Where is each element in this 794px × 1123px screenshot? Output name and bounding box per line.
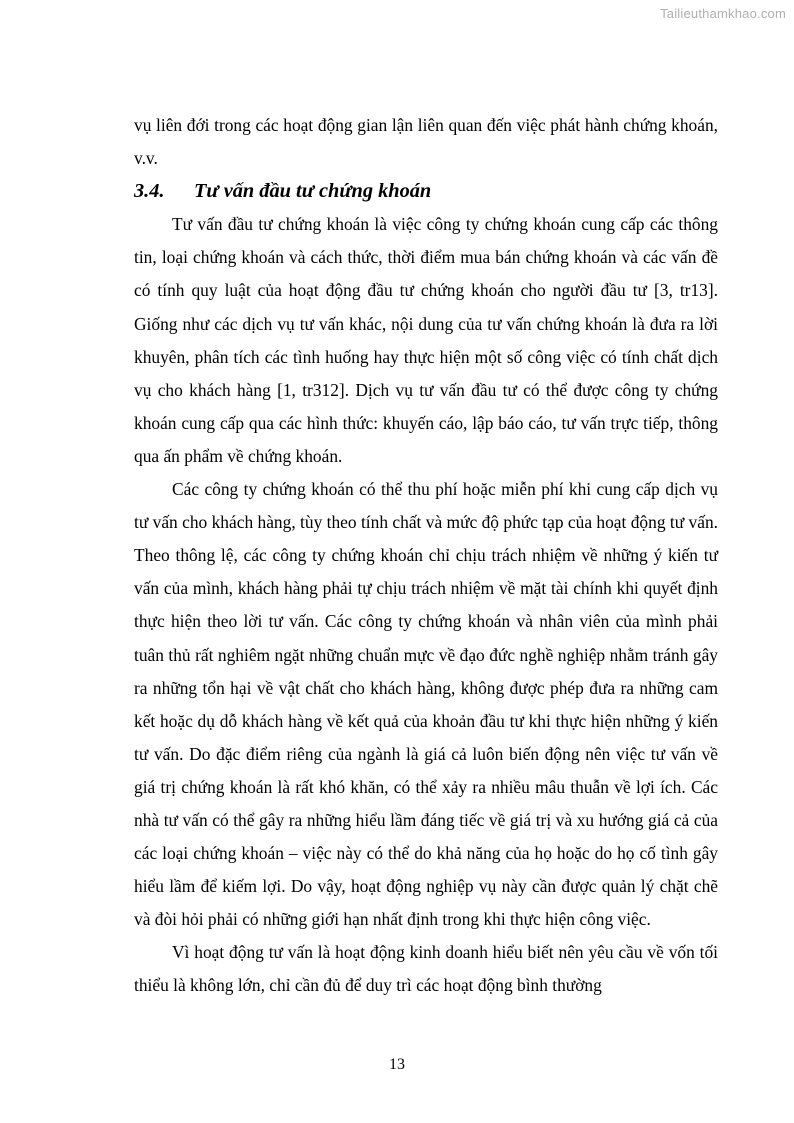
document-body — [134, 109, 718, 1003]
paragraph: Vì hoạt động tư vấn là hoạt động kinh doanh hiểu biết nên yêu cầu về vốn tối thiểu là không lớn, chỉ cần đủ để duy trì các hoạt động bình thường — [134, 942, 718, 996]
watermark: Tailieuthamkhao.com — [660, 6, 786, 21]
paragraph-continued: vụ liên đới trong các hoạt động gian lận liên quan đến việc phát hành chứng khoán, v.v. — [134, 115, 718, 169]
section-heading — [134, 175, 718, 208]
section-title: Tư vấn đầu tư chứng khoán — [194, 180, 432, 203]
section-number: 3.4. — [134, 180, 165, 203]
paragraph: Tư vấn đầu tư chứng khoán là việc công ty chứng khoán cung cấp các thông tin, loại chứng khoán và cách thức, thời điểm mua bán chứng khoán và các vấn đề có tính quy luật của hoạt động đầu tư chứng khoán cho người đầu tư [3, tr13]. Giống như các dịch vụ tư vấn khác, nội dung của tư vấn chứng khoán là đưa ra lời khuyên, phân tích các tình huống hay thực hiện một số công việc có tính chất dịch vụ cho khách hàng [1, tr312]. Dịch vụ tư vấn đầu tư có thể được công ty chứng khoán cung cấp qua các hình thức: khuyến cáo, lập báo cáo, tư vấn trực tiếp, thông qua ấn phẩm về chứng khoán. — [134, 214, 718, 466]
page-number: 13 — [389, 1056, 405, 1073]
paragraph: Các công ty chứng khoán có thể thu phí hoặc miễn phí khi cung cấp dịch vụ tư vấn cho khách hàng, tùy theo tính chất và mức độ phức tạp của hoạt động tư vấn. Theo thông lệ, các công ty chứng khoán chỉ chịu trách nhiệm về những ý kiến tư vấn của mình, khách hàng phải tự chịu trách nhiệm về mặt tài chính khi quyết định thực hiện theo lời tư vấn. Các công ty chứng khoán và nhân viên của mình phải tuân thủ rất nghiêm ngặt những chuẩn mực về đạo đức nghề nghiệp nhằm tránh gây ra những tổn hại về vật chất cho khách hàng, không được phép đưa ra những cam kết hoặc dụ dỗ khách hàng về kết quả của khoản đầu tư khi thực hiện những ý kiến tư vấn. Do đặc điểm riêng của ngành là giá cả luôn biến động nên việc tư vấn về giá trị chứng khoán là rất khó khăn, có thể xảy ra nhiều mâu thuẫn về lợi ích. Các nhà tư vấn có thể gây ra những hiểu lầm đáng tiếc về giá trị và xu hướng giá cả của các loại chứng khoán – việc này có thể do khả năng của họ hoặc do họ cố tình gây hiểu lầm để kiếm lợi. Do vậy, hoạt động nghiệp vụ này cần được quản lý chặt chẽ và đòi hỏi phải có những giới hạn nhất định trong khi thực hiện công việc. — [134, 479, 718, 930]
